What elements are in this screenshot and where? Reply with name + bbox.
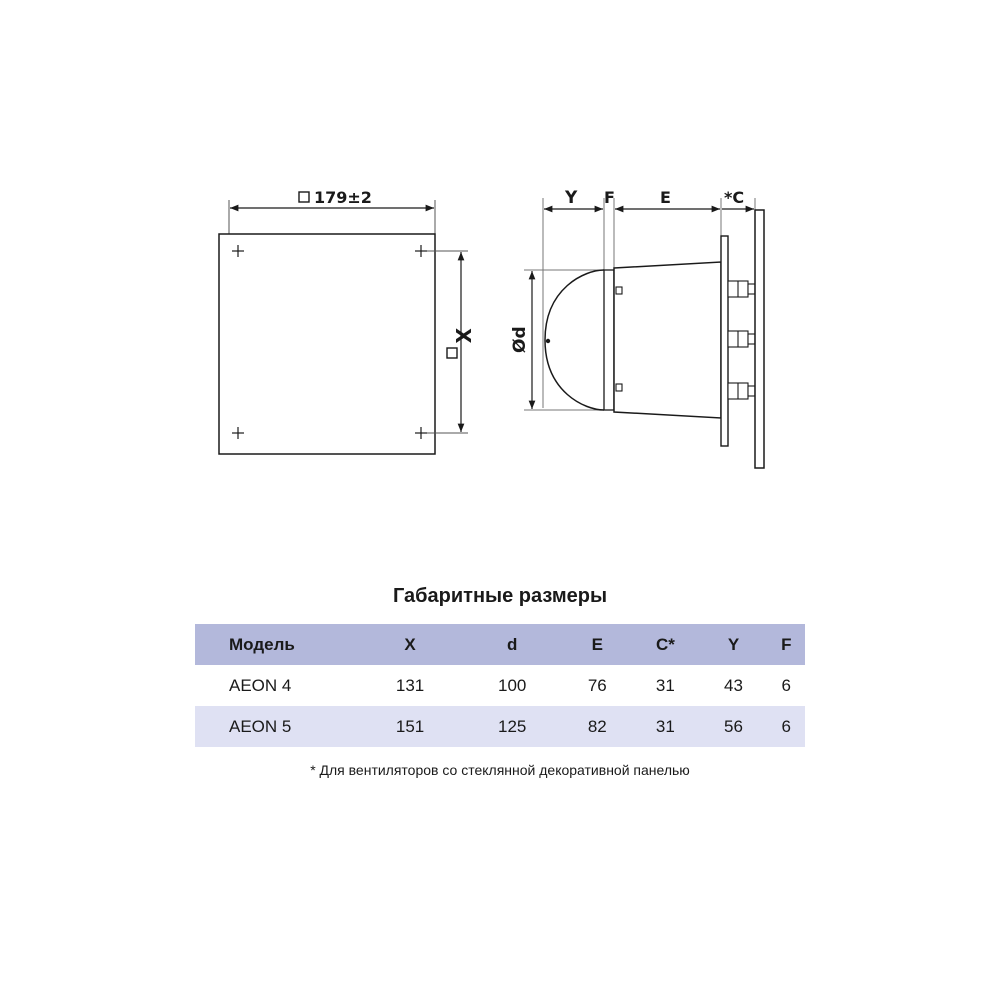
diameter-label: Ød [510, 326, 530, 353]
column-header-d: d [506, 634, 518, 654]
footnote: * Для вентиляторов со стеклянной декоративной панелью [310, 762, 690, 778]
cell-y: 43 [724, 675, 743, 695]
table-row [195, 706, 805, 747]
f-label: F [604, 188, 615, 207]
cell-model: AEON 4 [229, 675, 292, 695]
c-label: *C [724, 188, 745, 207]
cell-y: 56 [724, 716, 743, 736]
square-symbol-icon [447, 348, 457, 358]
column-header-c: C* [655, 634, 675, 654]
dome-center-dot [546, 339, 550, 343]
table-row [195, 665, 805, 706]
fan-dome [545, 270, 604, 410]
cell-model: AEON 5 [229, 716, 292, 736]
decorative-panel [755, 210, 764, 468]
standoff-connectors [728, 281, 755, 399]
column-header-e: E [591, 634, 603, 654]
height-label: X [451, 328, 475, 344]
cell-f: 6 [781, 716, 791, 736]
table-title: Габаритные размеры [392, 585, 608, 607]
cell-e: 82 [587, 716, 607, 736]
cell-e: 76 [587, 675, 607, 695]
cell-d: 100 [498, 675, 527, 695]
column-header-model: Модель [229, 634, 295, 654]
square-symbol-icon [299, 192, 309, 202]
front-view [219, 188, 475, 454]
front-panel [219, 234, 435, 454]
cell-d: 125 [498, 716, 527, 736]
table-header-row [195, 624, 805, 665]
cell-c: 31 [655, 675, 675, 695]
side-view [510, 188, 764, 468]
mounting-plate [721, 236, 728, 446]
cell-x: 151 [395, 716, 425, 736]
column-header-x: X [404, 634, 416, 654]
column-header-f: F [781, 634, 792, 654]
cell-c: 31 [655, 716, 675, 736]
column-header-y: Y [727, 634, 740, 654]
e-label: E [660, 188, 671, 207]
cell-x: 131 [395, 675, 425, 695]
dimensions-table [195, 624, 805, 747]
width-label: 179±2 [314, 188, 372, 207]
fan-body [614, 262, 721, 418]
fan-collar [604, 270, 614, 410]
cell-f: 6 [781, 675, 791, 695]
y-label: Y [565, 188, 578, 208]
